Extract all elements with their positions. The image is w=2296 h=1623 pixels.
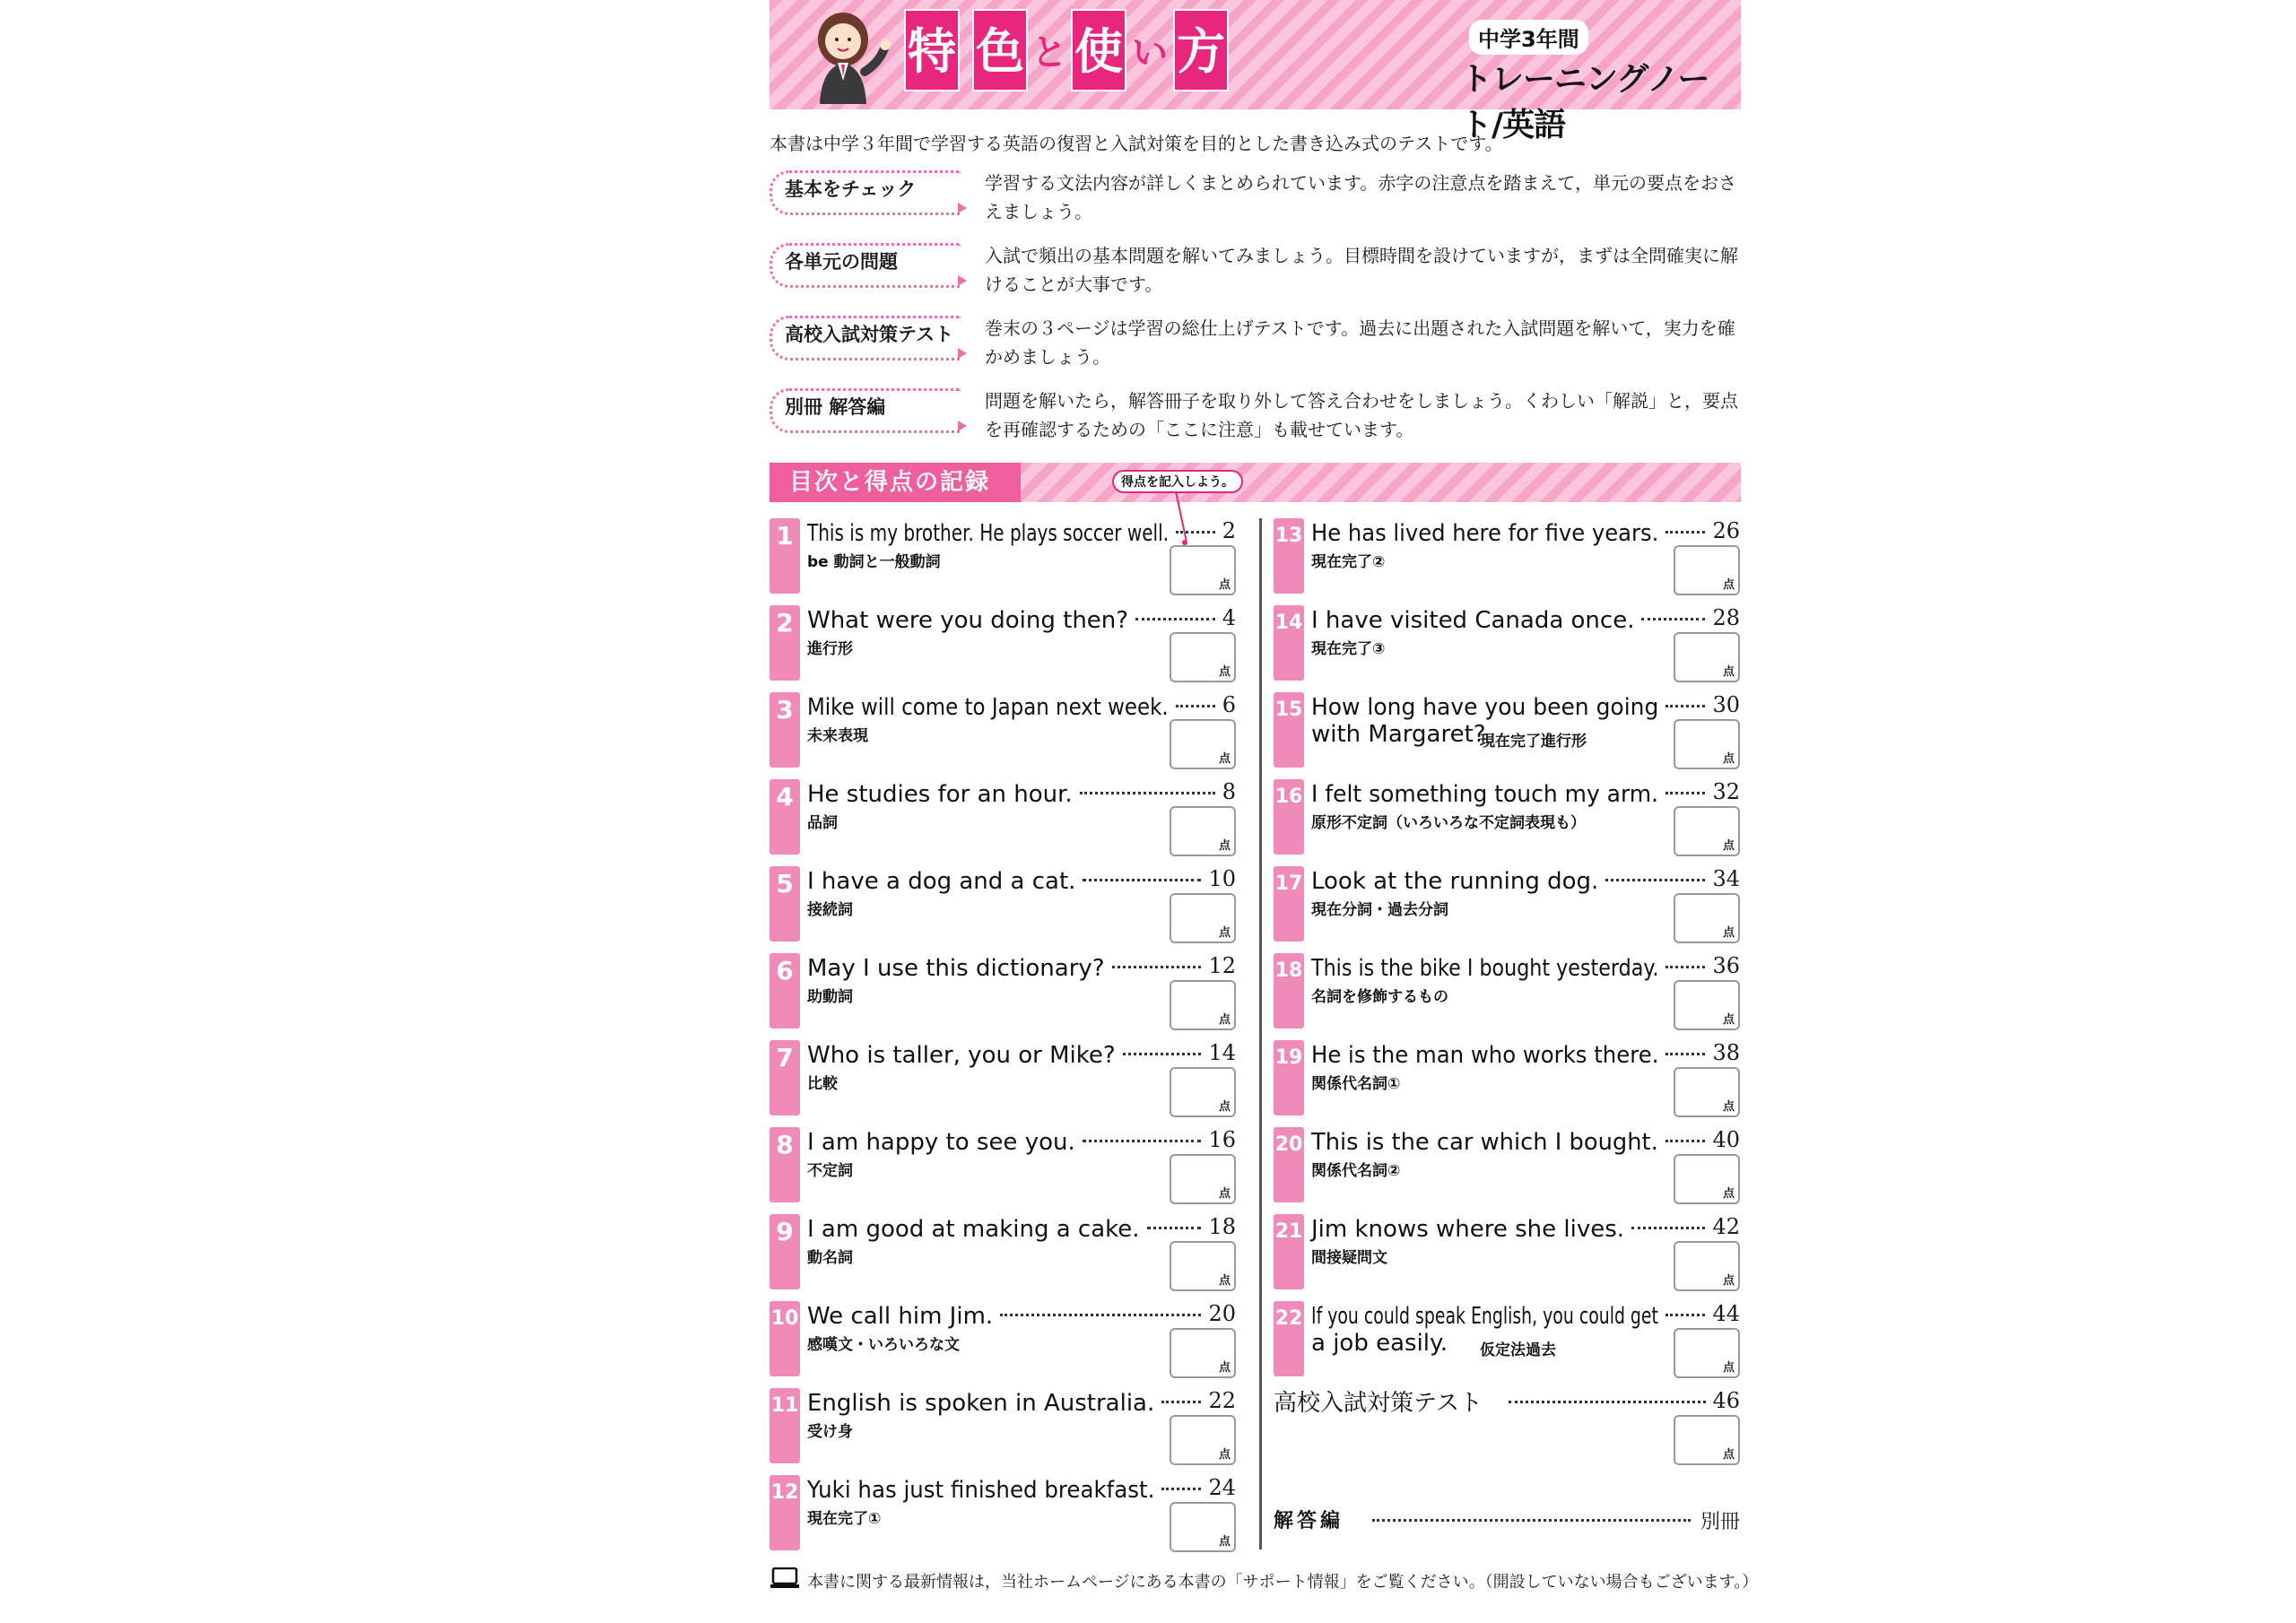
toc-item [770, 1388, 1236, 1469]
toc-item-subtitle: 現在完了② [1311, 553, 1386, 571]
title-char: 方 [1173, 9, 1229, 91]
score-unit: 点 [1722, 839, 1735, 853]
toc-item-subtitle: 現在完了① [807, 1510, 882, 1528]
score-box[interactable] [1170, 1415, 1236, 1465]
computer-icon [770, 1567, 800, 1589]
toc-item-page: 22 [1208, 1388, 1236, 1413]
leader-dots [1665, 792, 1705, 794]
toc-item-title: He has lived here for five years. [1311, 520, 1659, 547]
score-unit: 点 [1722, 1274, 1735, 1288]
toc-item-subtitle: 現在完了③ [1311, 640, 1386, 658]
unit-number: 12 [770, 1475, 800, 1550]
toc-item-subtitle: 原形不定詞（いろいろな不定詞表現も） [1311, 814, 1586, 832]
toc-item-page: 36 [1712, 953, 1740, 978]
unit-number: 13 [1274, 518, 1304, 594]
unit-number: 4 [770, 779, 800, 855]
toc-item [1274, 605, 1740, 686]
toc-item-subtitle: 不定詞 [807, 1162, 853, 1180]
score-callout: 得点を記入しよう。 [1112, 470, 1243, 493]
leader-dots [1665, 1053, 1705, 1055]
toc-item-page: 別冊 [1700, 1511, 1740, 1533]
toc-item-subtitle: 仮定法過去 [1480, 1341, 1556, 1359]
toc-item-page: 4 [1222, 605, 1236, 630]
score-box[interactable] [1170, 893, 1236, 943]
score-unit: 点 [1218, 1361, 1231, 1375]
leader-dots [1509, 1401, 1706, 1403]
toc-item-title: Mike will come to Japan next week. [807, 694, 1169, 721]
score-box[interactable] [1674, 893, 1740, 943]
toc-item [770, 779, 1236, 860]
score-box[interactable]: 点 [1674, 1415, 1740, 1465]
footer-note: 本書に関する最新情報は，当社ホームページにある本書の「サポート情報」をご覧ください。（開設していない場合もございます。） [807, 1573, 1759, 1592]
feature-description: 入試で頻出の基本問題を解いてみましょう。目標時間を設けていますが，まずは全問確実に解けることが大事です。 [985, 245, 1738, 295]
toc-item-page: 44 [1712, 1301, 1740, 1326]
toc-item-title: I am happy to see you. [807, 1129, 1075, 1156]
toc-item [770, 866, 1236, 947]
leader-dots [1665, 1140, 1705, 1142]
score-unit: 点 [1722, 1013, 1735, 1027]
score-unit: 点 [1722, 1187, 1735, 1201]
unit-number: 21 [1274, 1214, 1304, 1289]
toc-item-page: 30 [1712, 692, 1740, 717]
score-box[interactable] [1674, 806, 1740, 856]
title-char: 色 [972, 9, 1028, 91]
leader-dots [1665, 531, 1705, 534]
toc-item-title: He is the man who works there. [1311, 1042, 1659, 1069]
score-box[interactable] [1674, 980, 1740, 1030]
title-char: 使 [1071, 9, 1126, 91]
toc-item-subtitle: 未来表現 [807, 727, 868, 745]
intro-text: 本書は中学３年間で学習する英語の復習と入試対策を目的とした書き込み式のテストです。 [770, 133, 1503, 154]
score-box[interactable] [1170, 719, 1236, 769]
toc-item [1274, 518, 1740, 599]
toc-item-title-line2: a job easily. [1311, 1330, 1448, 1357]
toc-item-subtitle: be 動詞と一般動詞 [807, 553, 941, 571]
toc-item-subtitle: 関係代名詞① [1311, 1075, 1401, 1093]
toc-item-page: 24 [1208, 1475, 1236, 1500]
leader-dots [1176, 705, 1215, 707]
score-box[interactable] [1170, 1241, 1236, 1291]
score-box[interactable] [1170, 1154, 1236, 1204]
leader-dots [1631, 1227, 1705, 1229]
score-unit: 点 [1218, 839, 1231, 853]
toc-item-subtitle: 助動詞 [807, 988, 853, 1006]
toc-item [770, 1475, 1236, 1556]
toc-item-page: 42 [1712, 1214, 1740, 1239]
score-box[interactable] [1674, 1067, 1740, 1117]
title-char: 特 [904, 9, 960, 91]
score-box[interactable] [1170, 1328, 1236, 1378]
feature-description: 問題を解いたら，解答冊子を取り外して答え合わせをしましょう。くわしい「解説」と，要点を再確認するための「ここに注意」も載せています。 [985, 390, 1738, 440]
leader-dots [1080, 792, 1215, 794]
series-grade: 中学3年間 [1469, 20, 1588, 55]
score-unit: 点 [1722, 752, 1735, 766]
toc-item [1274, 1040, 1740, 1121]
unit-number: 2 [770, 605, 800, 681]
toc-item [770, 605, 1236, 686]
score-unit: 点 [1218, 1448, 1231, 1462]
series-title: トレーニングノート/英語 [1460, 61, 1709, 143]
unit-number: 3 [770, 692, 800, 768]
toc-item-title: He studies for an hour. [807, 781, 1073, 808]
title-char: と [1031, 32, 1067, 74]
arrow-icon [958, 203, 967, 213]
toc-item-subtitle: 感嘆文・いろいろな文 [807, 1336, 960, 1354]
score-unit: 点 [1218, 1274, 1231, 1288]
title-char: い [1132, 32, 1168, 74]
unit-number: 9 [770, 1214, 800, 1289]
toc-item-page: 6 [1222, 692, 1236, 717]
toc-item-page: 8 [1222, 779, 1236, 804]
toc-item [1274, 1127, 1740, 1208]
toc-item-page: 26 [1712, 518, 1740, 543]
score-box[interactable] [1674, 1154, 1740, 1204]
toc-item [770, 1040, 1236, 1121]
toc-item-page: 20 [1208, 1301, 1236, 1326]
toc-item-page: 2 [1222, 518, 1236, 543]
toc-item [770, 518, 1236, 599]
toc-item-subtitle: 動名詞 [807, 1249, 853, 1267]
unit-number: 19 [1274, 1040, 1304, 1115]
arrow-icon [958, 421, 967, 431]
arrow-icon [958, 348, 967, 359]
toc-item-title: This is the car which I bought. [1311, 1129, 1658, 1156]
unit-number: 22 [1274, 1301, 1304, 1376]
leader-dots [1112, 966, 1201, 968]
unit-number: 7 [770, 1040, 800, 1115]
feature-row [770, 239, 1741, 308]
unit-number: 16 [1274, 779, 1304, 855]
toc-item-title: I am good at making a cake. [807, 1216, 1140, 1243]
toc-item-test [1274, 1388, 1740, 1469]
leader-dots [1083, 879, 1201, 881]
toc-item-subtitle: 受け身 [807, 1423, 853, 1441]
feature-label: 基本をチェック [770, 170, 961, 215]
score-unit: 点 [1218, 926, 1231, 940]
unit-number: 6 [770, 953, 800, 1028]
toc-item [1274, 1301, 1740, 1382]
feature-description: 学習する文法内容が詳しくまとめられています。赤字の注意点を踏まえて，単元の要点をおさえましょう。 [985, 172, 1736, 222]
toc-item [770, 1301, 1236, 1382]
toc-item-title: How long have you been going [1311, 694, 1659, 721]
toc-item [1274, 866, 1740, 947]
toc-item-title: Jim knows where she lives. [1311, 1216, 1625, 1243]
score-box[interactable] [1170, 1067, 1236, 1117]
feature-row [770, 385, 1741, 453]
toc-item-page: 16 [1208, 1127, 1236, 1152]
feature-label: 各単元の問題 [770, 243, 961, 288]
unit-number: 1 [770, 518, 800, 594]
toc-item-title: What were you doing then? [807, 607, 1129, 634]
leader-dots [1147, 1227, 1201, 1229]
unit-number: 5 [770, 866, 800, 942]
toc-item-title: Yuki has just finished breakfast. [807, 1477, 1155, 1504]
unit-number: 18 [1274, 953, 1304, 1028]
arrow-icon [958, 275, 967, 286]
toc-item-title: If you could speak English, you could get [1311, 1303, 1658, 1330]
toc-item-page: 12 [1208, 953, 1236, 978]
unit-number: 20 [1274, 1127, 1304, 1202]
toc-item-subtitle: 現在完了進行形 [1480, 733, 1587, 751]
unit-number: 11 [770, 1388, 800, 1463]
score-unit: 点 [1218, 578, 1231, 592]
feature-label: 別冊 解答編 [770, 388, 961, 433]
toc-item-subtitle: 品詞 [807, 814, 838, 832]
feature-row [770, 312, 1741, 380]
score-unit: 点 [1722, 1361, 1735, 1375]
teacher-illustration [796, 5, 904, 104]
toc-item-title: I have visited Canada once. [1311, 607, 1635, 634]
toc-item-page: 18 [1208, 1214, 1236, 1239]
leader-dots [1372, 1519, 1691, 1522]
toc-item-title: Who is taller, you or Mike? [807, 1042, 1116, 1069]
score-box[interactable] [1170, 980, 1236, 1030]
leader-dots [1083, 1140, 1201, 1142]
toc-item [770, 1127, 1236, 1208]
toc-item-title: This is my brother. He plays soccer well. [807, 520, 1170, 547]
toc-item-title: This is the bike I bought yesterday. [1311, 955, 1659, 982]
score-box[interactable] [1170, 1502, 1236, 1552]
toc-item [1274, 692, 1740, 773]
toc-item-title: Look at the running dog. [1311, 868, 1599, 895]
toc-item-subtitle: 名詞を修飾するもの [1311, 988, 1448, 1006]
toc-item-page: 10 [1208, 866, 1236, 891]
unit-number: 14 [1274, 605, 1304, 681]
toc-item-page: 38 [1712, 1040, 1740, 1065]
toc-item [770, 692, 1236, 773]
toc-item-subtitle: 間接疑問文 [1311, 1249, 1387, 1267]
score-unit: 点 [1218, 1187, 1231, 1201]
toc-item [770, 953, 1236, 1034]
leader-dots [1665, 966, 1705, 968]
unit-number: 10 [770, 1301, 800, 1376]
score-unit: 点 [1218, 752, 1231, 766]
toc-item-subtitle: 現在分詞・過去分詞 [1311, 901, 1448, 919]
toc-item-subtitle: 関係代名詞② [1311, 1162, 1401, 1180]
toc-item [770, 1214, 1236, 1295]
page [770, 0, 1759, 1623]
leader-dots [1665, 1314, 1705, 1316]
unit-number: 8 [770, 1127, 800, 1202]
toc-item-page: 28 [1712, 605, 1740, 630]
score-unit: 点 [1722, 665, 1735, 679]
unit-number: 17 [1274, 866, 1304, 942]
toc-item [1274, 953, 1740, 1034]
score-unit: 点 [1218, 1100, 1231, 1114]
score-unit: 点 [1722, 926, 1735, 940]
leader-dots [1123, 1053, 1201, 1055]
leader-dots [1161, 1401, 1201, 1403]
toc-item-title: English is spoken in Australia. [807, 1390, 1155, 1417]
leader-dots [1665, 705, 1705, 707]
column-divider [1259, 518, 1262, 1549]
score-unit: 点 [1722, 1100, 1735, 1114]
leader-dots [1135, 618, 1215, 621]
toc-item-page: 32 [1712, 779, 1740, 804]
score-unit: 点 [1218, 665, 1231, 679]
score-box[interactable] [1674, 632, 1740, 682]
score-unit: 点 [1218, 1013, 1231, 1027]
feature-description: 巻末の３ページは学習の総仕上げテストです。過去に出題された入試問題を解いて，実力を確かめましょう。 [985, 317, 1735, 368]
toc-item-title-line2: with Margaret? [1311, 721, 1486, 748]
leader-dots [1605, 879, 1705, 881]
leader-dots [1641, 618, 1705, 621]
leader-dots [1161, 1488, 1201, 1490]
toc-item-title: I felt something touch my arm. [1311, 781, 1659, 808]
feature-row [770, 167, 1741, 235]
toc-item-title: 解答編 [1274, 1510, 1344, 1532]
score-box[interactable] [1170, 632, 1236, 682]
unit-number: 15 [1274, 692, 1304, 768]
toc-title: 目次と得点の記録 [770, 463, 1021, 502]
feature-label: 高校入試対策テスト [770, 316, 961, 360]
toc-item-subtitle: 進行形 [807, 640, 853, 658]
header-banner [770, 0, 1741, 143]
toc-item-page: 40 [1712, 1127, 1740, 1152]
score-unit: 点 [1218, 1535, 1231, 1549]
toc-item-page: 34 [1712, 866, 1740, 891]
score-box[interactable] [1674, 1328, 1740, 1378]
score-box[interactable] [1170, 806, 1236, 856]
toc-item-title: May I use this dictionary? [807, 955, 1105, 982]
toc-item-subtitle: 接続詞 [807, 901, 853, 919]
toc-item-page: 14 [1208, 1040, 1236, 1065]
score-box[interactable] [1674, 1241, 1740, 1291]
leader-dots [1000, 1314, 1201, 1316]
toc-item-title: We call him Jim. [807, 1303, 994, 1330]
score-box[interactable] [1674, 719, 1740, 769]
toc-item-subtitle: 比較 [807, 1075, 838, 1093]
score-unit: 点 [1722, 578, 1735, 592]
leader-dots [1176, 531, 1215, 534]
score-box[interactable] [1170, 545, 1236, 595]
score-box[interactable] [1674, 545, 1740, 595]
toc-item [1274, 779, 1740, 860]
toc-item [1274, 1214, 1740, 1295]
toc-item-title: 高校入試対策テスト [1274, 1390, 1483, 1417]
toc-header [770, 463, 1741, 502]
toc-item-title: I have a dog and a cat. [807, 868, 1076, 895]
toc-item-page: 46 [1712, 1388, 1740, 1413]
